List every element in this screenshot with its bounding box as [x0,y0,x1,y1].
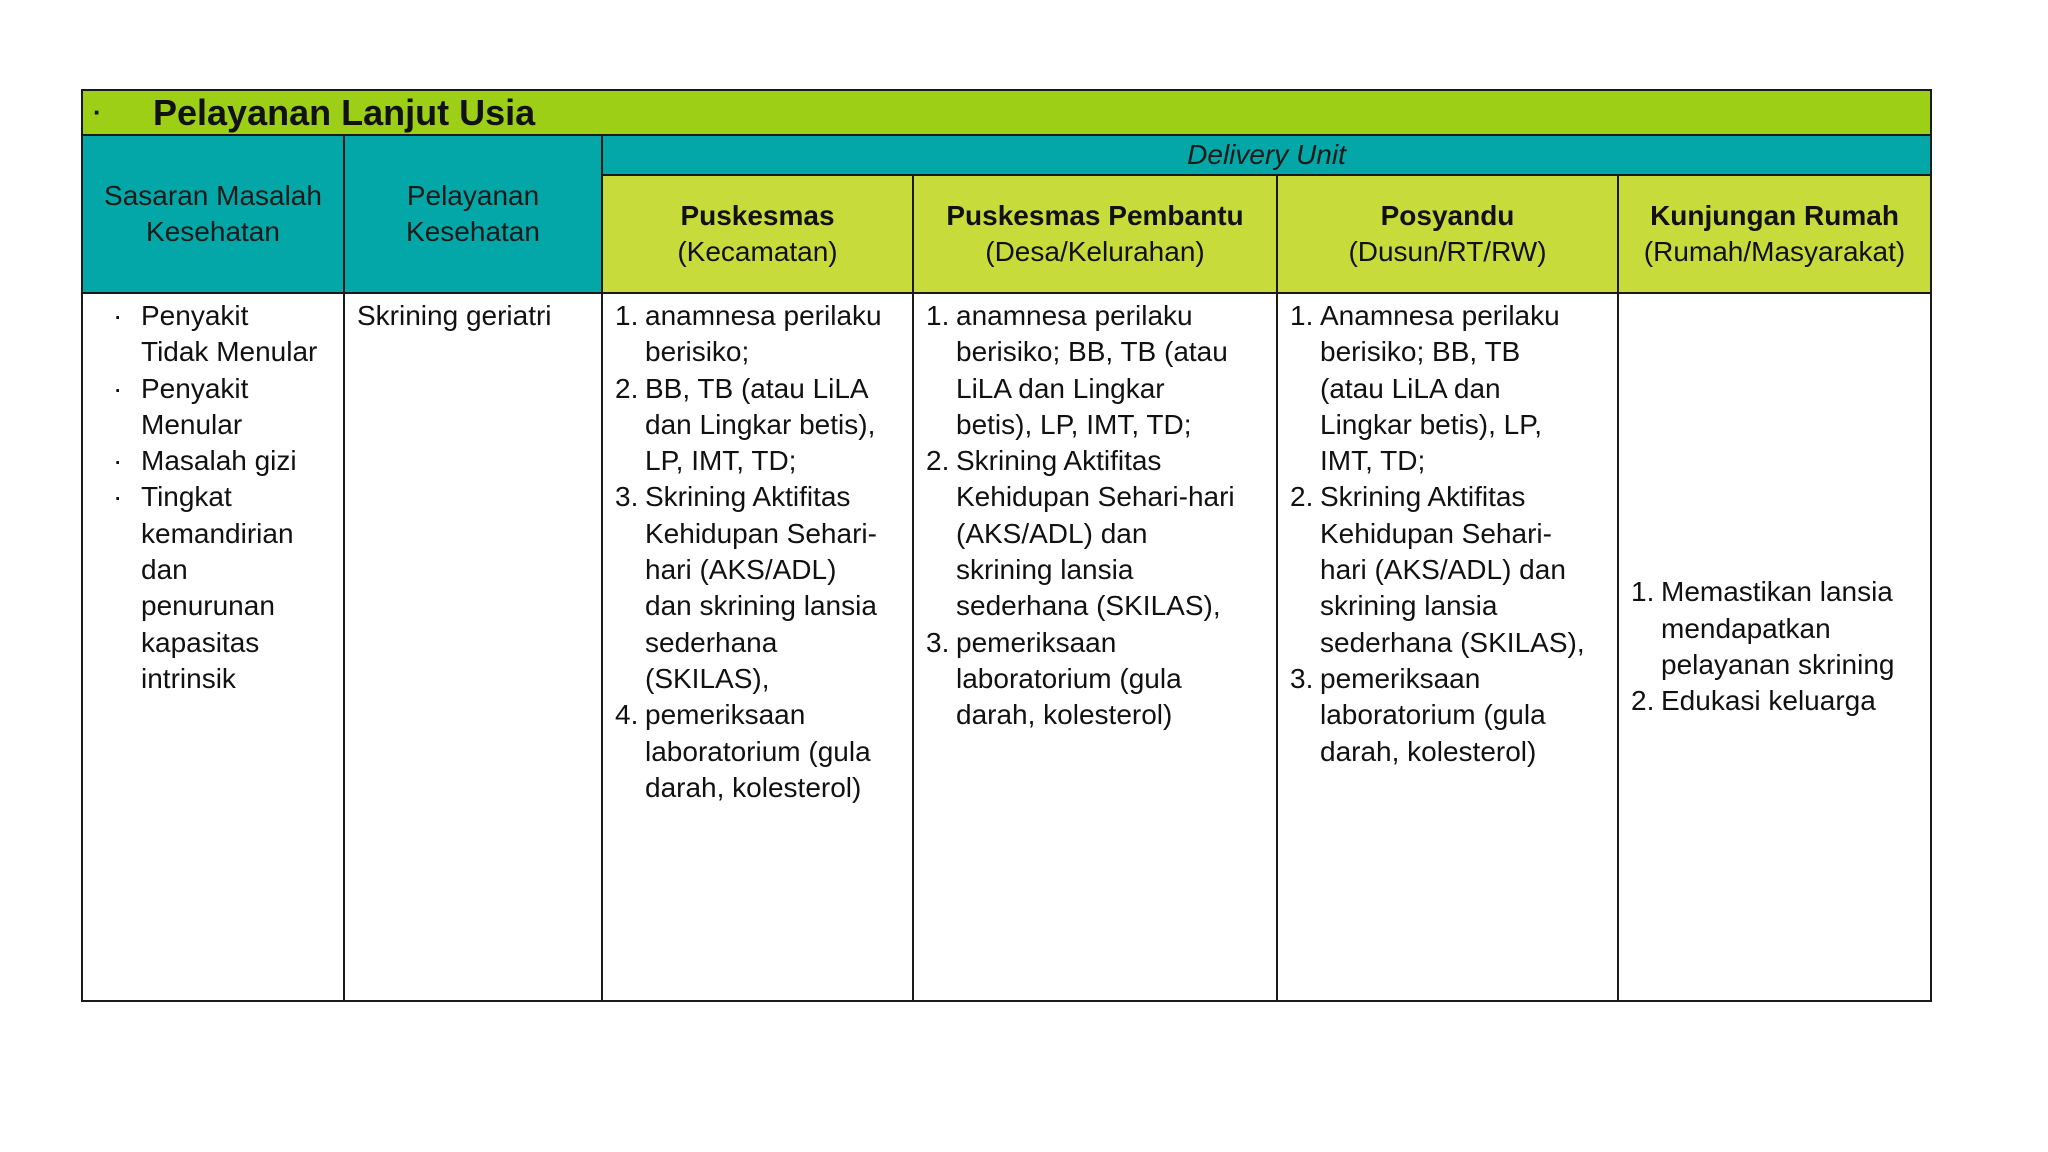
bullet-marker: · [113,445,123,477]
list-item-line: anamnesa perilaku [956,300,1193,331]
list-item-line: Tingkat [141,481,232,513]
header-pelayanan-line2: Kesehatan [406,216,540,247]
header-sasaran-line1: Sasaran Masalah [104,180,322,211]
header-unit-puskesmas [602,175,913,293]
list-item [1290,661,1609,770]
header-delivery-unit: Delivery Unit [602,135,1931,175]
list-item-line: mendapatkan [1661,612,1831,644]
pelayanan-text: Skrining geriatri [357,300,552,331]
header-pelayanan-line1: Pelayanan [406,180,540,211]
list-item-line: betis), LP, IMT, TD; [956,408,1192,440]
list-item-line: (SKILAS), [645,662,770,694]
cell-kunjungan [1618,293,1931,1001]
cell-pelayanan [344,293,602,1001]
list-item-line: Kehidupan Sehari- [645,517,877,549]
list-item-line: laboratorium (gula [1320,699,1546,731]
list-number: 3. [615,481,639,513]
list-item-line: skrining lansia [956,554,1134,586]
list-item [1631,683,1922,719]
list-item [1631,574,1922,683]
list-item-line: Skrining Aktifitas [956,445,1162,477]
list-item-line: berisiko; BB, TB [1320,336,1521,368]
list-item-line: skrining lansia [1320,590,1498,622]
list-item [926,443,1268,624]
sasaran-list [83,298,335,697]
list-item-line: IMT, TD; [1320,445,1426,477]
list-number: 4. [615,699,639,731]
list-item-line: hari (AKS/ADL) [645,554,837,586]
header-unit-pustu [913,175,1277,293]
list-number: 2. [615,372,639,404]
kunjungan-list [1631,574,1922,719]
list-item-line: darah, kolesterol) [956,699,1173,731]
list-item-line: Lingkar betis), LP, [1320,408,1543,440]
list-item-line: sederhana (SKILAS), [1320,626,1585,658]
list-item [615,371,904,480]
list-item-line: Tidak Menular [141,336,318,368]
list-item-line: Masalah gizi [141,445,297,477]
cell-pustu [913,293,1277,1001]
list-number: 1. [1631,576,1655,608]
list-item-line: Anamnesa perilaku [1320,300,1560,331]
puskesmas-list [615,298,904,806]
list-item-line: intrinsik [141,662,236,694]
list-item-line: laboratorium (gula [645,735,871,767]
unit-sub: (Dusun/RT/RW) [1348,236,1547,267]
table-title-row [82,90,1931,135]
list-number: 1. [615,300,639,331]
unit-sub: (Rumah/Masyarakat) [1643,236,1906,267]
list-item-line: Skrining Aktifitas [645,481,851,513]
list-item-line: pemeriksaan [956,626,1117,658]
cell-sasaran [82,293,344,1001]
list-item-line: dan [141,554,188,586]
list-item [113,371,335,444]
posyandu-list [1290,298,1609,770]
list-item-line: Penyakit [141,372,249,404]
list-item-line: darah, kolesterol) [1320,735,1537,767]
list-item [615,479,904,697]
list-item-line: berisiko; BB, TB (atau [956,336,1228,368]
header-sasaran [82,135,344,293]
list-number: 1. [926,300,950,331]
list-item [1290,479,1609,660]
header-pelayanan [344,135,602,293]
list-item [113,479,335,697]
list-item [113,298,335,371]
list-item-line: dan skrining lansia [645,590,877,622]
list-item [113,443,335,479]
list-item-line: kemandirian [141,517,294,549]
unit-name: Kunjungan Rumah [1650,200,1899,231]
unit-sub: (Desa/Kelurahan) [985,236,1205,267]
list-number: 2. [1290,481,1314,513]
list-item-line: (atau LiLA dan [1320,372,1501,404]
lansia-service-table [81,89,1932,1002]
list-item-line: sederhana (SKILAS), [956,590,1221,622]
list-item-line: darah, kolesterol) [645,771,862,803]
list-item-line: berisiko; [645,336,750,368]
list-number: 3. [926,626,950,658]
list-item [926,625,1268,734]
cell-puskesmas [602,293,913,1001]
list-item-line: Memastikan lansia [1661,576,1893,608]
list-item-line: penurunan [141,590,275,622]
list-item-line: dan Lingkar betis), [645,408,876,440]
list-number: 3. [1290,662,1314,694]
list-item [615,298,904,371]
list-item-line: pemeriksaan [1320,662,1481,694]
unit-name: Puskesmas Pembantu [946,200,1244,231]
title-bullet: · [93,97,102,127]
bullet-marker: · [113,300,123,331]
bullet-marker: · [113,481,123,513]
list-item-line: Menular [141,408,243,440]
list-item-line: pelayanan skrining [1661,649,1895,680]
table-title: Pelayanan Lanjut Usia [153,91,536,133]
list-item-line: Skrining Aktifitas [1320,481,1526,513]
pustu-list [926,298,1268,734]
list-item [1290,298,1609,479]
list-item [615,697,904,806]
list-number: 2. [1631,685,1655,717]
list-item-line: anamnesa perilaku [645,300,882,331]
list-item-line: pemeriksaan [645,699,806,731]
list-item-line: hari (AKS/ADL) dan [1320,554,1566,586]
unit-name: Puskesmas [680,200,835,231]
list-item-line: Kehidupan Sehari- [1320,517,1552,549]
list-item-line: laboratorium (gula [956,662,1182,694]
list-item-line: (AKS/ADL) dan [956,517,1148,549]
unit-name: Posyandu [1380,200,1515,231]
list-item-line: BB, TB (atau LiLA [645,372,869,404]
header-unit-posyandu [1277,175,1618,293]
list-item-line: LP, IMT, TD; [645,445,797,477]
list-item-line: sederhana [645,626,778,658]
header-sasaran-line2: Kesehatan [146,216,280,247]
list-item-line: LiLA dan Lingkar [956,372,1165,404]
list-number: 1. [1290,300,1314,331]
list-item-line: Penyakit [141,300,249,331]
cell-posyandu [1277,293,1618,1001]
list-item-line: kapasitas [141,626,260,658]
bullet-marker: · [113,372,123,404]
list-item-line: Kehidupan Sehari-hari [956,481,1235,513]
list-number: 2. [926,445,950,477]
list-item [926,298,1268,443]
header-unit-kunjungan [1618,175,1931,293]
list-item-line: Edukasi keluarga [1661,685,1876,717]
unit-sub: (Kecamatan) [677,236,838,267]
